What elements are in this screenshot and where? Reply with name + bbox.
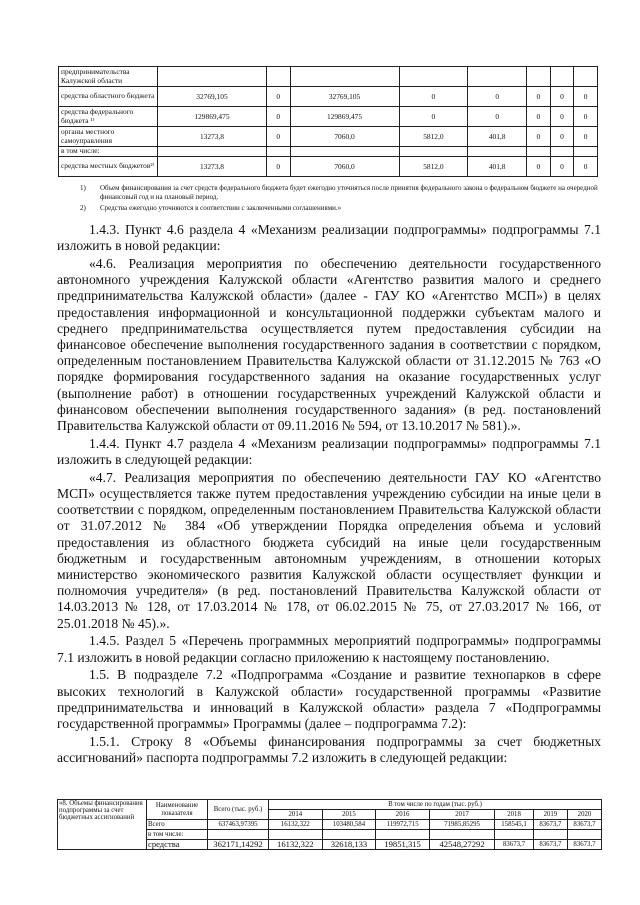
row-label: средства [147,840,208,850]
table-cell: 42548,27292 [429,840,494,850]
table-cell [468,67,527,87]
table-cell: 129869,475 [158,107,267,127]
document-body [57,222,601,768]
column-header: Всего (тыс. руб.) [208,800,269,820]
table-cell: 0 [527,127,551,147]
paragraph: 1.4.5. Раздел 5 «Перечень программных мероприятий подпрограммы» подпрограммы 7.1 изложить в новой редакции согласно приложению к настоящему постановлению. [57,633,601,665]
table-cell [266,67,290,87]
table-cell: 637463,97395 [208,820,269,830]
table-row [58,800,602,810]
table-cell [399,147,468,157]
table-cell: 0 [266,107,290,127]
row-label: предпринимательства Калужской области [59,67,158,87]
table-row [59,107,598,127]
table-cell: 71985,85295 [429,820,494,830]
table-cell: 32769,105 [158,87,267,107]
table-cell [533,830,567,840]
table-cell: 0 [550,127,574,147]
table-cell: 129869,475 [290,107,399,127]
financing-table [57,799,602,850]
column-header: Наименование показателя [147,800,208,820]
table-cell: 13273,8 [158,157,267,177]
footnote [80,204,600,213]
table-cell: 16132,322 [269,840,323,850]
table-cell [208,830,269,840]
table-cell [527,147,551,157]
table-cell: 158545,1 [495,820,534,830]
row-label: в том числе: [147,830,208,840]
table-cell: 0 [574,87,598,107]
table-cell: 0 [574,107,598,127]
table-cell: 0 [550,157,574,177]
table-cell: 32769,105 [290,87,399,107]
table-cell [399,67,468,87]
table-cell: 0 [266,157,290,177]
row-label: органы местного самоуправления [59,127,158,147]
row-label: средства местных бюджетов²⁾ [59,157,158,177]
table-cell [376,830,430,840]
table-cell [468,147,527,157]
paragraph: 1.4.3. Пункт 4.6 раздела 4 «Механизм реализации подпрограммы» подпрограммы 7.1 изложить в новой редакции: [57,222,601,254]
table-cell [158,147,267,157]
year-header: 2018 [495,810,534,820]
table-cell: 7060,0 [290,127,399,147]
table-cell [550,147,574,157]
table-row [59,157,598,177]
table-cell: 0 [399,87,468,107]
table-cell: 0 [527,87,551,107]
table-cell: 401,8 [468,127,527,147]
paragraph: 1.4.4. Пункт 4.7 раздела 4 «Механизм реализации подпрограммы» подпрограммы 7.1 изложить в следующей редакции: [57,435,601,468]
row-label: Всего [147,820,208,830]
table-cell: 0 [266,87,290,107]
table-cell: 103480,584 [322,820,376,830]
paragraph: 1.5. В подразделе 7.2 «Подпрограмма «Создание и развитие технопарков в сфере высоких технологий в Калужской области» государственной программы «Развитие предпринимательства и инноваций в Калужской области» раздела 7 «Подпрограммы государственной программы» Программы (далее – подпрограмма 7.2): [57,667,601,732]
footnote-number: 1) [80,184,86,192]
table-cell: 0 [574,157,598,177]
table-cell [550,67,574,87]
year-header: 2016 [376,810,430,820]
year-header: 2020 [567,810,601,820]
table-cell: 119972,715 [376,820,430,830]
table-cell: 19851,315 [376,840,430,850]
footnote-number: 2) [80,204,86,212]
table-cell: 83673,7 [533,820,567,830]
table-row [59,147,598,157]
table-cell: 0 [468,87,527,107]
column-header: В том числе по годам (тыс. руб.) [269,800,602,810]
table-cell: 0 [468,107,527,127]
table-row [59,127,598,147]
year-header: 2014 [269,810,323,820]
table-cell [567,830,601,840]
table-cell [290,147,399,157]
table-cell [158,67,267,87]
year-header: 2017 [429,810,494,820]
table-cell: 0 [399,107,468,127]
table-cell: 5812,0 [399,127,468,147]
row-header: «8. Объемы финансирования подпрограммы за счет бюджетных ассигнований [58,800,147,850]
table-cell: 32618,133 [322,840,376,850]
year-header: 2019 [533,810,567,820]
table-cell: 5812,0 [399,157,468,177]
paragraph: 1.5.1. Строку 8 «Объемы финансирования подпрограммы за счет бюджетных ассигнований» паспорта подпрограммы 7.2 изложить в следующей редакции: [57,733,601,766]
table-cell: 83673,7 [533,840,567,850]
table-cell: 7060,0 [290,157,399,177]
year-header: 2015 [322,810,376,820]
table-cell: 13273,8 [158,127,267,147]
row-label: средства областного бюджета [59,87,158,107]
paragraph: «4.6. Реализация мероприятия по обеспечению деятельности государственного автономного учреждения Калужской области «Агентство развития малого и среднего предпринимательства Калужской области» (далее - ГАУ КО «Агентство МСП») в целях предоставления информационной и консультационной поддержки субъектам малого и среднего предпринимательства осуществляется путем предоставления субсидии на финансовое обеспечение выполнения государственного задания в соответствии с порядком, определенным постановлением Правительства Калужской области от 31.12.2015 № 763 «О порядке формирования государственного задания на оказание государственных услуг (выполнение работ) в отношении государственных учреждений Калужской области и финансовом обеспечении выполнения государственного задания» (в ред. постановлений Правительства Калужской области от 09.11.2016 № 594, от 13.10.2017 № 581).». [57,256,601,434]
footnote [80,184,600,202]
row-label: средства федерального бюджета ¹⁾ [59,107,158,127]
table-cell [429,830,494,840]
table-cell: 16132,322 [269,820,323,830]
table-cell: 0 [550,107,574,127]
table-cell: 0 [550,87,574,107]
financing-table-continued [58,66,598,177]
row-label: в том числе: [59,147,158,157]
table-row [59,87,598,107]
table-cell [574,67,598,87]
table-cell: 83673,7 [567,840,601,850]
table-cell: 0 [527,157,551,177]
table-cell: 362171,14292 [208,840,269,850]
table-cell: 0 [266,127,290,147]
table-cell [269,830,323,840]
table-cell [266,147,290,157]
table-cell: 83673,7 [495,840,534,850]
table-cell: 401,8 [468,157,527,177]
table-cell [495,830,534,840]
paragraph: «4.7. Реализация мероприятия по обеспечению деятельности ГАУ КО «Агентство МСП» осуществляется также путем предоставления учреждению субсидии на иные цели в соответствии с порядком, определенным постановлением Правительства Калужской области от 31.07.2012 № 384 «Об утверждении Порядка определения объема и условий предоставления из областного бюджета субсидий на иные цели государственным бюджетным и государственным автономным учреждениям, в отношении которых министерство экономического развития Калужской области осуществляет функции и полномочия учредителя» (в ред. постановлений Правительства Калужской области от 14.03.2013 № 128, от 17.03.2014 № 178, от 06.02.2015 № 75, от 27.03.2017 № 166, от 25.01.2018 № 45).». [57,469,601,631]
table-cell [290,67,399,87]
table-cell [322,830,376,840]
table-cell [574,147,598,157]
table-cell: 83673,7 [567,820,601,830]
table-cell [527,67,551,87]
table-row [59,67,598,87]
table-cell: 0 [574,127,598,147]
footnote-text: Объем финансирования за счет средств федерального бюджета будет ежегодно уточняться после принятия федерального закона о федеральном бюджете на очередной финансовый год и на плановый период. [100,184,598,201]
footnote-text: Средства ежегодно уточняются в соответствии с заключенными соглашениями.» [100,204,342,212]
table-cell: 0 [527,107,551,127]
